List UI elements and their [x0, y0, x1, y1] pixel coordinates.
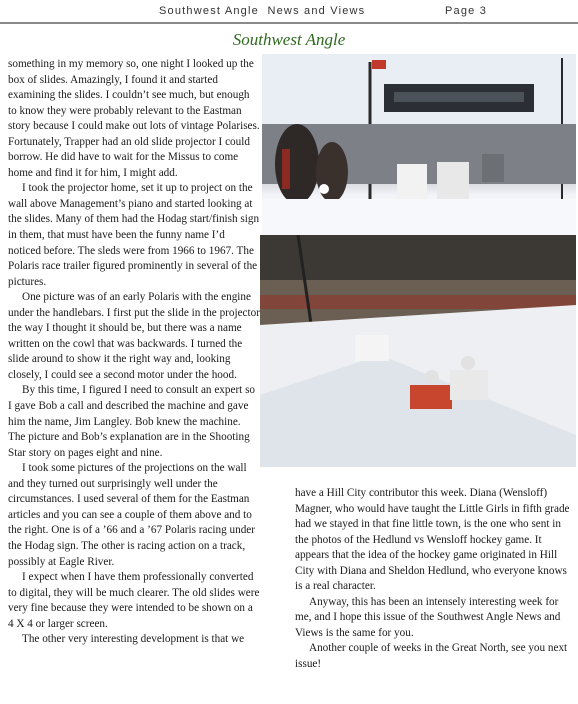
- paragraph: Another couple of weeks in the Great North, see you next issue!: [295, 642, 568, 671]
- paragraph: I took some pictures of the projections on the wall and they turned out surprisingly well under the circumstances. I used several of them for the Eastman articles and you can see a couple of them above and to the right. One is of a ’66 and a ’67 Polaris racing under the Hodag sign. The other is racing action on a track, possibly at Eagle River.: [8, 462, 255, 568]
- paragraph: By this time, I figured I need to consult an expert so I gave Bob a call and described the machine and gave him the name, Jim Langley. Bob knew the machine. The picture and Bob’s explanation are in the Shooting Star story on pages eight and nine.: [8, 384, 256, 459]
- paragraph: have a Hill City contributor this week. Diana (Wensloff) Magner, who would have taught the Little Girls in fifth grade had we stayed in that fine little town, is the one who sent in the photos of the Hedlund vs Wensloff hockey game. It appears that the idea of the hockey game originated in Hill City with Diana and Sheldon Hedlund, who everyone knows is a real character.: [295, 487, 570, 593]
- snowmobile-start-line-photo: [262, 54, 576, 235]
- snowmobile-race-photo: [260, 235, 576, 467]
- section-title: Southwest Angle: [232, 30, 346, 49]
- paragraph: One picture was of an early Polaris with the engine under the handlebars. I first put the slide in the projector the way I thought it should be, but there was a name written on the cowl that was backwards. I turned the slide around to show it the right way and, looking closely, I could see a second motor under the hood.: [8, 291, 260, 381]
- page-number: Page 3: [445, 5, 488, 17]
- article-column-right: [295, 486, 574, 673]
- paragraph: Anyway, this has been an intensely interesting week for me, and I hope this issue of the Southwest Angle News and Views is the same for you.: [295, 595, 561, 639]
- article-column-left: [8, 57, 260, 648]
- paragraph: The other very interesting development is that we: [22, 633, 245, 646]
- photo-illustration: [260, 235, 576, 467]
- paragraph: I took the projector home, set it up to project on the wall above Management’s piano and started looking at the slides. Many of them had the Hodag start/finish sign in them, that must have been the funny name I’d noticed before. The sleds were from 1966 to 1967. The Polaris race trailer figured prominently in several of the pictures.: [8, 182, 260, 288]
- newsletter-title: Southwest Angle News and Views: [159, 5, 366, 17]
- page-header: [0, 0, 578, 24]
- paragraph: I expect when I have them professionally converted to digital, they will be much clearer. The old slides were very fine because they were intended to be shown on a 4 X 4 or larger screen.: [8, 571, 260, 630]
- photo-illustration: [262, 54, 576, 235]
- paragraph: something in my memory so, one night I looked up the box of slides. Amazingly, I found it and started examining the slides. I couldn’t see much, but enough to know they were probably relevant to the Eastman story because I could make out lots of vintage Polarises. Fortunately, Trapper had an old slide projector I could borrow. He did have to wait for the Missus to come home and find it for him, I might add.: [8, 58, 260, 179]
